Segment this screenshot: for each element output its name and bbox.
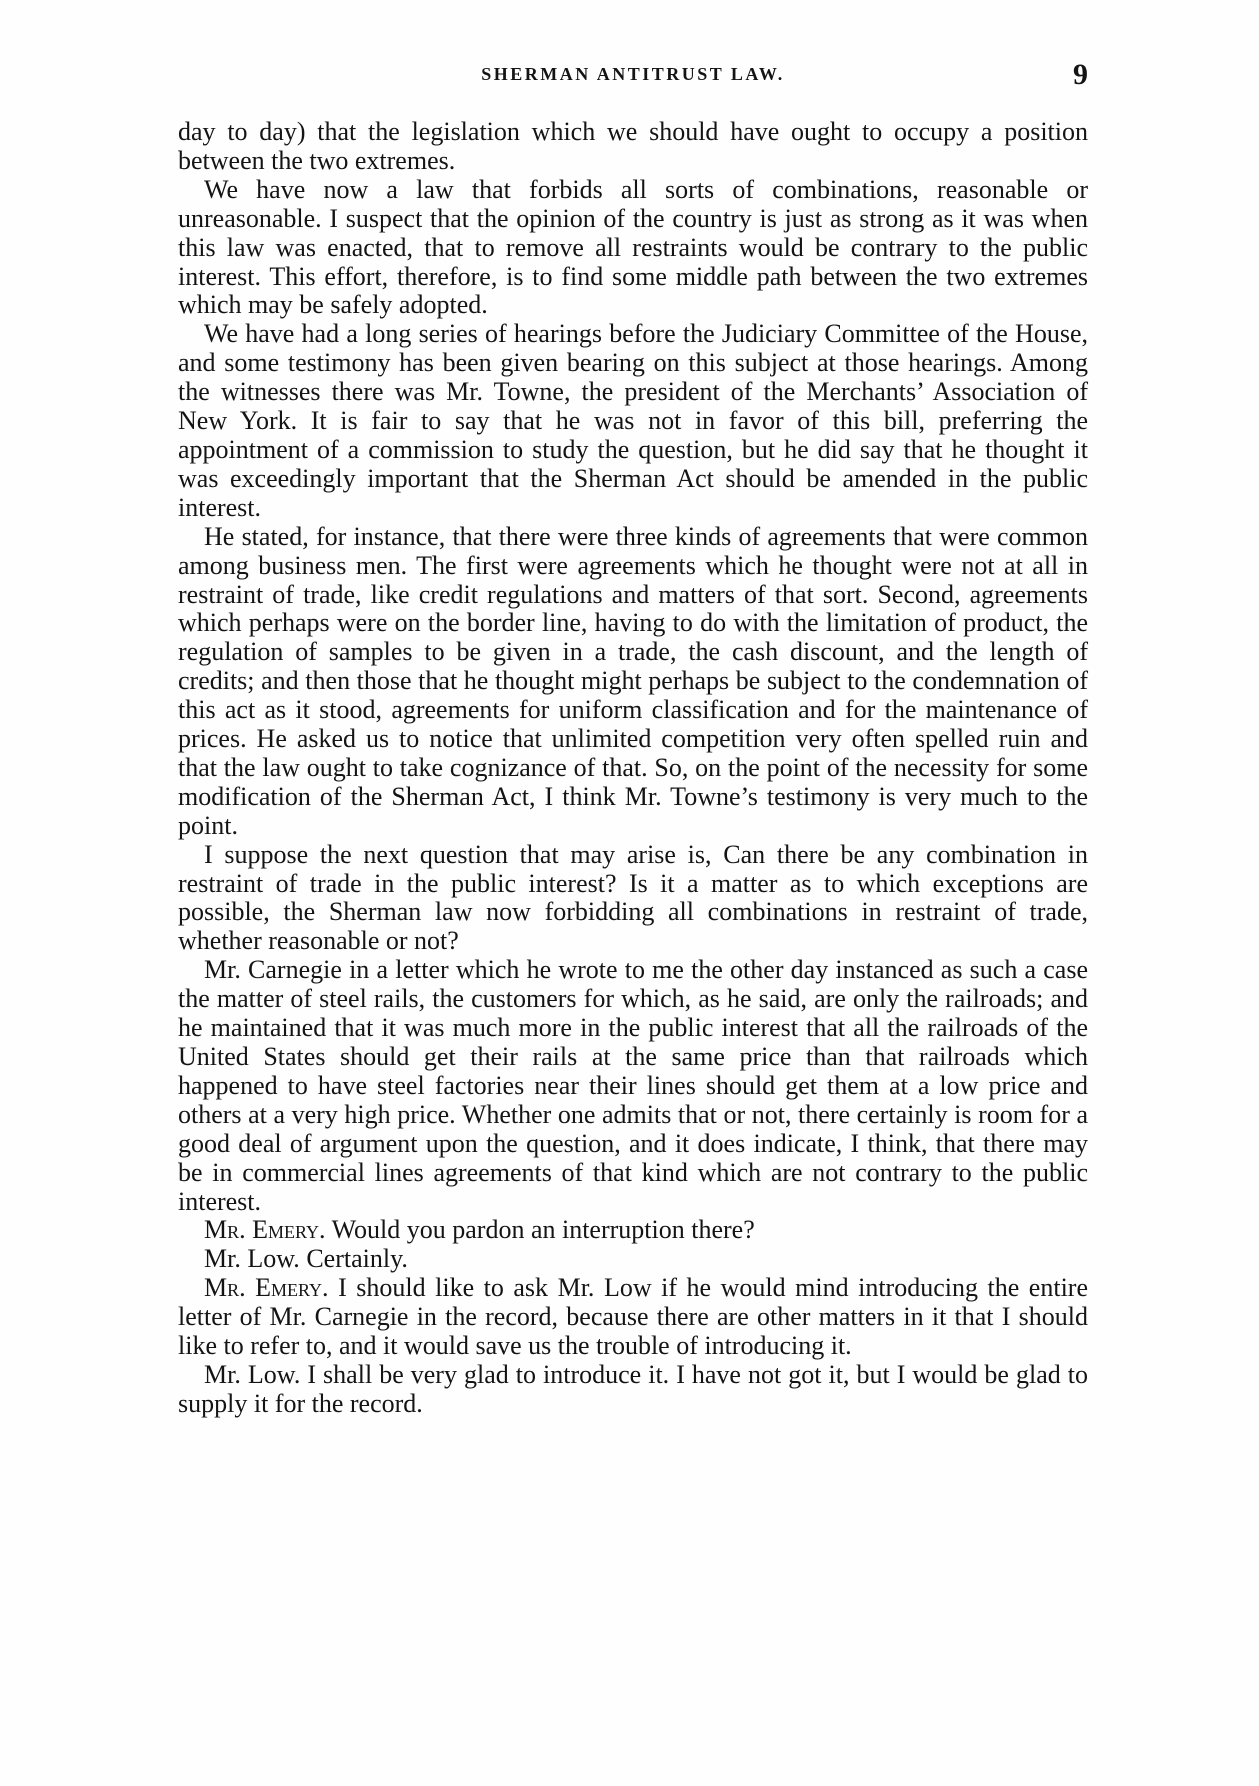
dialogue-line <box>178 1361 1088 1419</box>
speaker-name: Mr. Emery. <box>204 1215 326 1245</box>
paragraph: Mr. Carnegie in a letter which he wrote to me the other day instanced as such a case the matter of steel rails, the customers for which, as he said, are only the railroads; and he maintained that it was much more in the public interest that all the railroads of the United States should get their rails at the same price than that railroads which happened to have steel factories near their lines should get them at a low price and others at a very high price. Whether one admits that or not, there certainly is room for a good deal of argument upon the question, and it does indicate, I think, that there may be in commercial lines agreements of that kind which are not contrary to the public interest. <box>178 955 1088 1216</box>
speech-text: Would you pardon an interruption there? <box>331 1215 755 1245</box>
dialogue-line <box>178 1216 1088 1245</box>
page-number: 9 <box>1073 58 1088 91</box>
dialogue-line <box>178 1274 1088 1361</box>
speech-text: I shall be very glad to introduce it. I have not got it, but I would be glad to supply it for the record. <box>178 1359 1089 1418</box>
paragraph: We have now a law that forbids all sorts of combinations, reasonable or unreasonable. I suspect that the opinion of the country is just as strong as it was when this law was enacted, that to remove all restraints would be contrary to the public interest. This effort, therefore, is to find some middle path between the two extremes which may be safely adopted. <box>178 174 1088 320</box>
speaker-name: Mr. Emery. <box>204 1273 329 1303</box>
body-text <box>178 118 1088 1419</box>
paragraph: I suppose the next question that may arise is, Can there be any combination in restraint of trade in the public interest? Is it a matter as to which exceptions are possible, the Sherman law now forbidding all combinations in restraint of trade, whether reasonable or not? <box>178 839 1088 956</box>
speech-text: Certainly. <box>306 1244 408 1274</box>
running-title: SHERMAN ANTITRUST LAW. <box>481 64 785 84</box>
speech-text: I should like to ask Mr. Low if he would mind introducing the entire letter of Mr. Carnegie in the record, because there are other matters in it that I should like to refer to, and it would save us the trouble of introducing it. <box>178 1273 1088 1361</box>
paragraph-continued: day to day) that the legislation which we should have ought to occupy a position between the two extremes. <box>178 117 1088 175</box>
running-header <box>178 58 1088 98</box>
speaker-name: Mr. Low. <box>204 1244 300 1274</box>
paragraph: We have had a long series of hearings before the Judiciary Committee of the House, and some testimony has been given bearing on this subject at those hearings. Among the witnesses there was Mr. Towne, the president of the Merchants’ Association of New York. It is fair to say that he was not in favor of this bill, preferring the appointment of a commission to study the question, but he did say that he thought it was exceedingly important that the Sherman Act should be amended in the public interest. <box>178 319 1088 522</box>
paragraph: He stated, for instance, that there were three kinds of agreements that were common among business men. The first were agreements which he thought were not at all in restraint of trade, like credit regulations and matters of that sort. Second, agreements which perhaps were on the border line, having to do with the limitation of product, the regulation of samples to be given in a trade, the cash discount, and the length of credits; and then those that he thought might perhaps be subject to the condemnation of this act as it stood, agreements for uniform classification and for the maintenance of prices. He asked us to notice that unlimited competition very often spelled ruin and that the law ought to take cognizance of that. So, on the point of the necessity for some modification of the Sherman Act, I think Mr. Towne’s testimony is very much to the point. <box>178 521 1088 840</box>
speaker-name: Mr. Low. <box>204 1359 301 1389</box>
dialogue-line <box>178 1245 1088 1274</box>
